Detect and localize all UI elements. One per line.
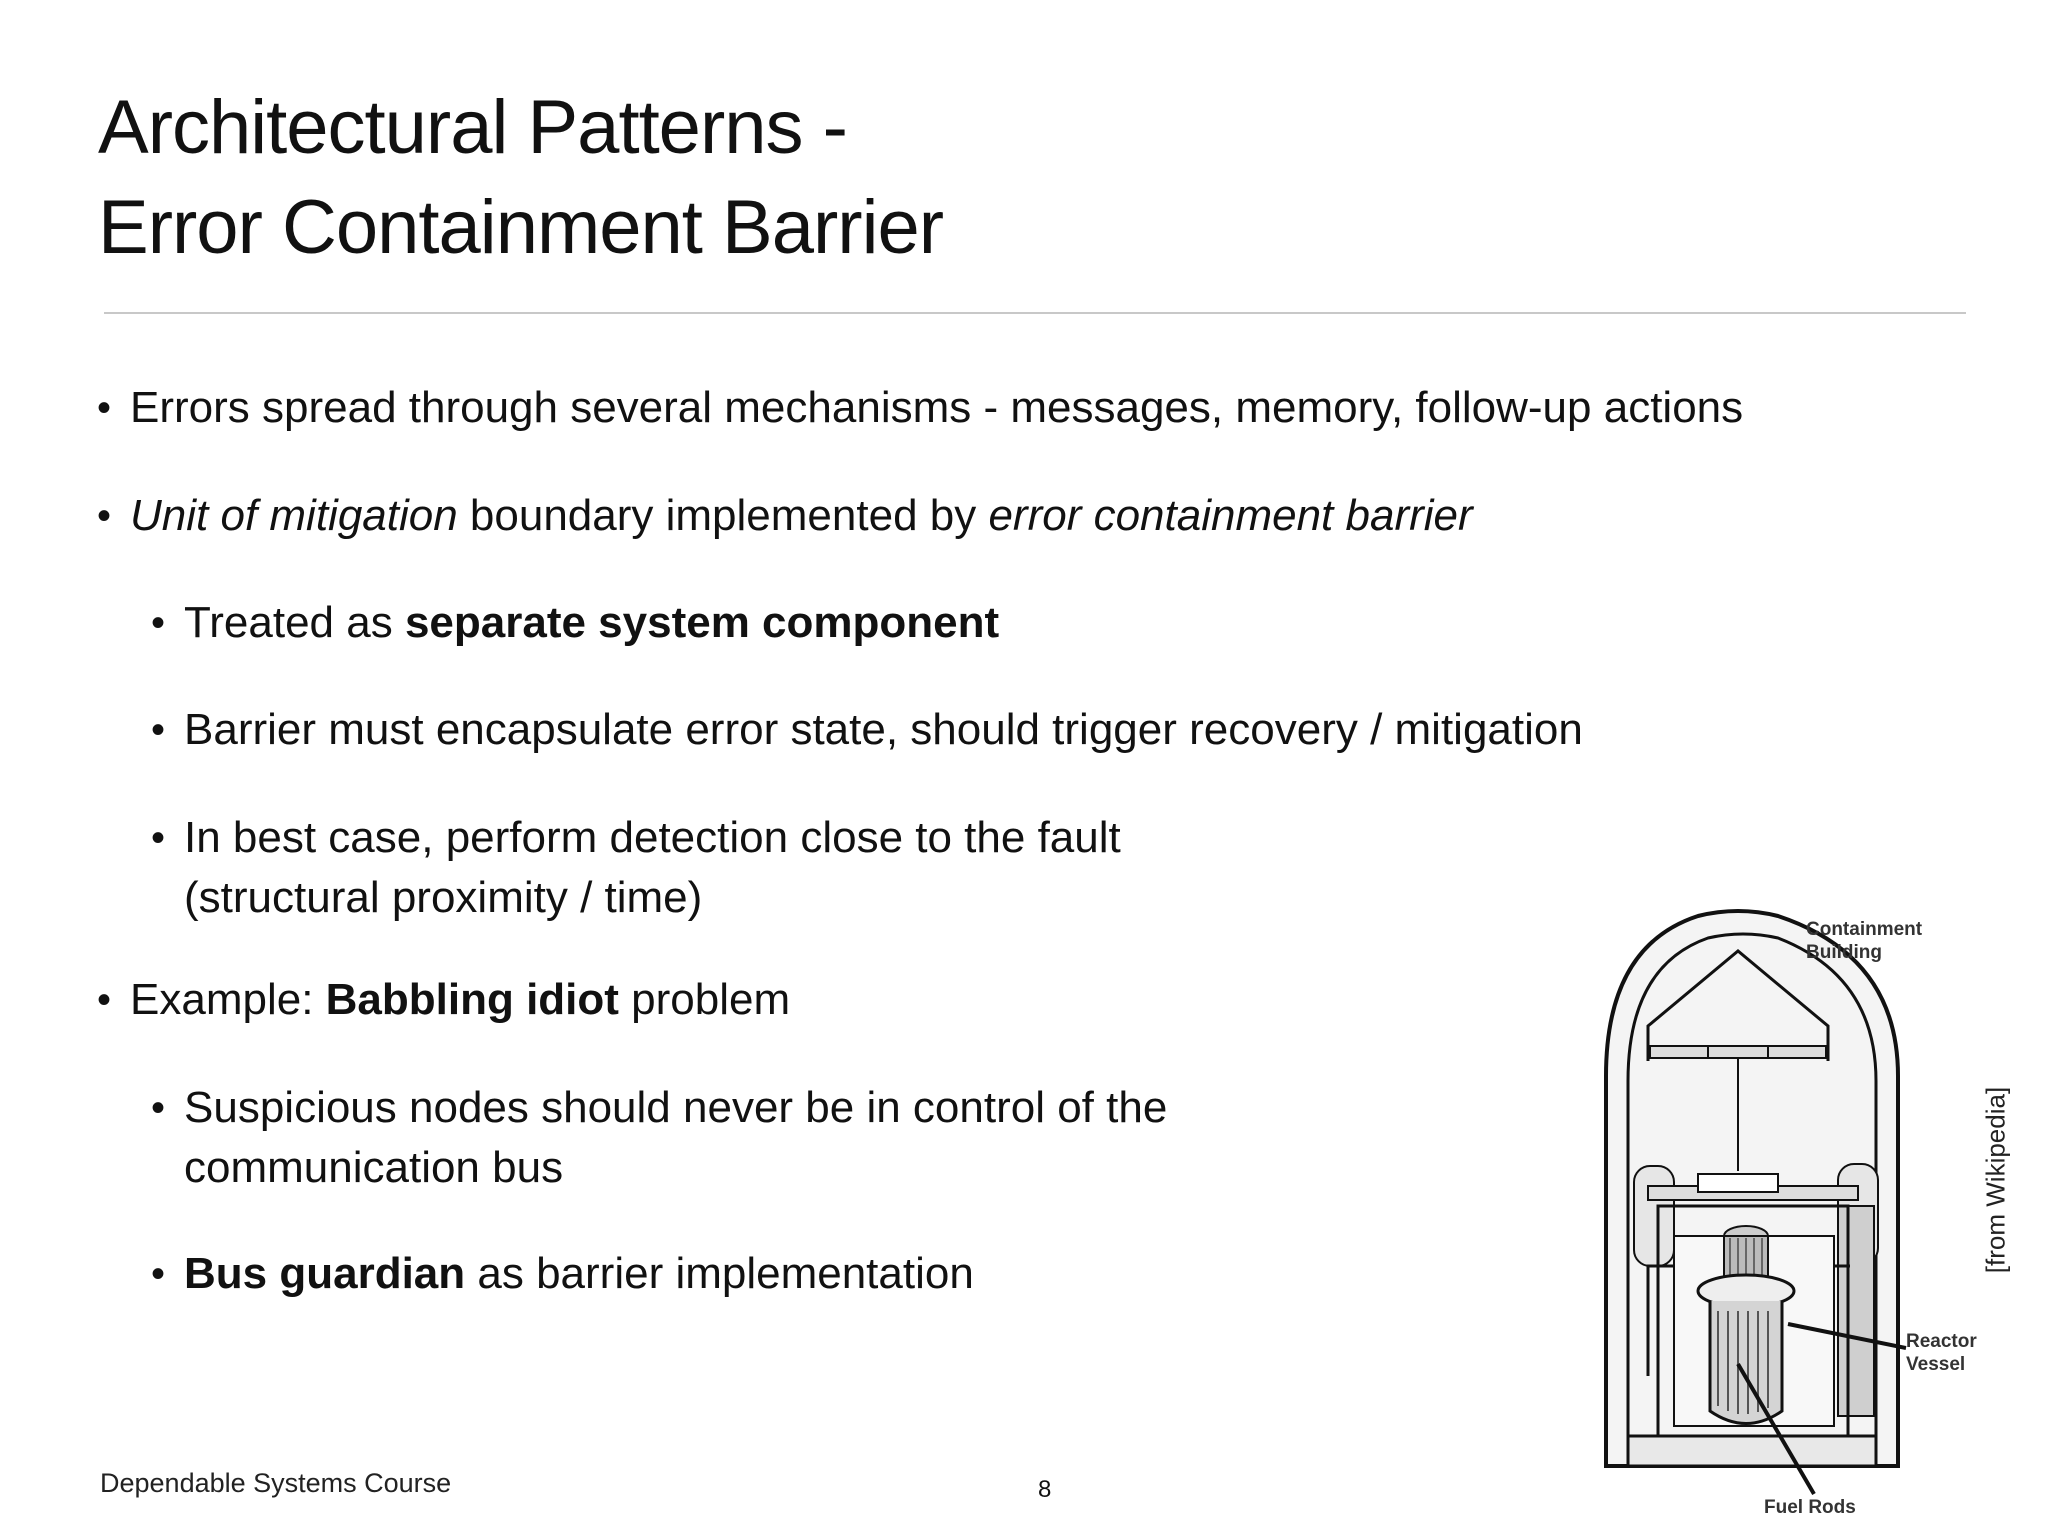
footer-course-name: Dependable Systems Course — [100, 1468, 452, 1498]
bullet-item: • Example: Babbling idiot problem — [130, 970, 790, 1030]
bullet-subitem: • Treated as separate system component — [184, 593, 999, 653]
containment-building-label: Containment Building — [1806, 919, 1923, 963]
bullet-dot-icon: • — [151, 816, 166, 860]
bullet-dot-icon: • — [151, 708, 166, 752]
slide-title-line-2: Error Containment Barrier — [98, 185, 944, 270]
bullet-subitem: • Barrier must encapsulate error state, should trigger recovery / mitigation — [184, 700, 1583, 760]
bullet-dot-icon: • — [151, 601, 166, 645]
bullet-dot-icon: • — [151, 1252, 166, 1296]
reactor-diagram-drawing — [1588, 906, 1928, 1528]
slide-title-line-1: Architectural Patterns - — [98, 85, 847, 170]
fuel-rods-label: Fuel Rods — [1764, 1497, 1856, 1518]
reactor-vessel-label: Reactor Vessel — [1906, 1331, 1977, 1375]
bullet-item: • Errors spread through several mechanisms - messages, memory, follow-up actions — [130, 378, 1743, 438]
bullet-dot-icon: • — [97, 494, 112, 538]
bullet-subitem: • Bus guardian as barrier implementation — [184, 1244, 974, 1304]
bullet-subitem: • Suspicious nodes should never be in control of the communication bus — [184, 1078, 1167, 1198]
bullet-subitem: • In best case, perform detection close to the fault (structural proximity / time) — [184, 808, 1121, 928]
bullet-item: • Unit of mitigation boundary implemented by error containment barrier — [130, 486, 1473, 546]
image-credit: [from Wikipedia] — [1980, 1086, 2011, 1274]
bullet-dot-icon: • — [97, 386, 112, 430]
reactor-diagram — [1588, 906, 1977, 1528]
bullet-dot-icon: • — [97, 978, 112, 1022]
page-number: 8 — [1038, 1476, 1052, 1503]
bullet-dot-icon: • — [151, 1086, 166, 1130]
